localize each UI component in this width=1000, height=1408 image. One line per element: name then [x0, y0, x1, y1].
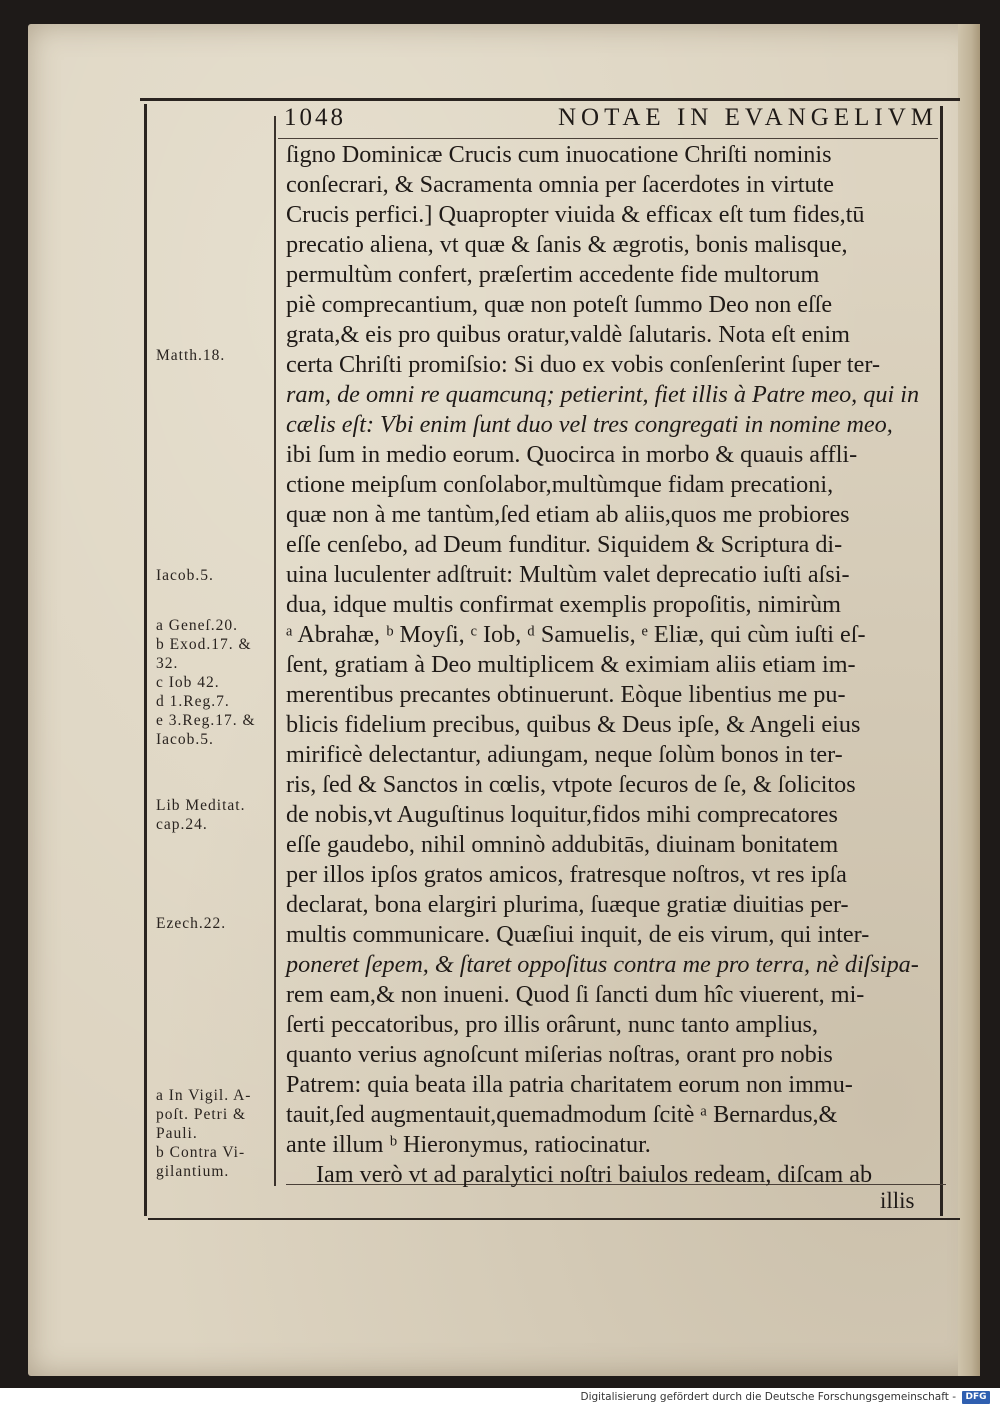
marginal-note-line: a In Vigil. A-: [156, 1087, 252, 1104]
marginal-note-line: 32.: [156, 655, 179, 672]
text-line: rem eam,& non inueni. Quod ſi ſancti dum hîc viuerent, mi-: [286, 981, 865, 1008]
marginal-note-line: d 1.Reg.7.: [156, 693, 230, 710]
text-line: ante illum ᵇ Hieronymus, ratiocinatur.: [286, 1131, 651, 1158]
text-line: de nobis,vt Auguſtinus loquitur,fidos mihi comprecatores: [286, 801, 838, 828]
text-line: ris, ſed & Sanctos in cœlis, vtpote ſecuros de ſe, & ſolicitos: [286, 771, 856, 798]
text-line: ſent, gratiam à Deo multiplicem & eximiam aliis etiam im-: [286, 651, 856, 678]
marginal-note-matth: [156, 346, 272, 365]
marginal-note-line: b Exod.17. &: [156, 636, 252, 653]
text-line: cælis eſt: Vbi enim ſunt duo vel tres congregati in nomine meo,: [286, 411, 893, 438]
text-line: declarat, bona elargiri plurima, ſuæque gratiæ diuitias per-: [286, 891, 849, 918]
marginal-note-line: a Geneſ.20.: [156, 617, 239, 634]
text-line: ctione meipſum conſolabor,multùmque fidam precationi,: [286, 471, 834, 498]
text-line: tauit,ſed augmentauit,quemadmodum ſcitè ᵃ Bernardus,&: [286, 1101, 838, 1128]
marginal-note-vigil: [156, 1086, 272, 1181]
text-line: poneret ſepem, & ſtaret oppoſitus contra me pro terra, nè diſsipa-: [286, 951, 919, 978]
text-line: ram, de omni re quamcunq; petierint, fiet illis à Patre meo, qui in: [286, 381, 920, 408]
right-border-line: [940, 106, 943, 1216]
text-line: eſſe gaudebo, nihil omninò addubitās, diuinam bonitatem: [286, 831, 839, 858]
page-number: 1048: [284, 104, 346, 131]
catchword: illis: [880, 1188, 915, 1213]
dfg-logo: DFG: [962, 1391, 990, 1404]
marginal-note-iacob: [156, 566, 272, 585]
running-header: [284, 104, 944, 138]
text-line: certa Chriſti promiſsio: Si duo ex vobis conſenſerint ſuper ter-: [286, 351, 880, 378]
marginal-note-line: Lib Meditat.: [156, 797, 246, 814]
text-line: mirificè delectantur, adiungam, neque ſolùm bonos in ter-: [286, 741, 843, 768]
footer-bar: [0, 1388, 1000, 1408]
text-line: permultùm confert, præſertim accedente fide multorum: [286, 261, 820, 288]
text-line: ſigno Dominicæ Crucis cum inuocatione Chriſti nominis: [286, 141, 832, 168]
text-line: Crucis perfici.] Quapropter viuida & efficax eſt tum fides,tū: [286, 201, 865, 228]
marginal-note-line: Pauli.: [156, 1125, 198, 1142]
text-line: quæ non à me tantùm,ſed etiam ab aliis,quos me probiores: [286, 501, 850, 528]
text-line: precatio aliena, vt quæ & ſanis & ægrotis, bonis malisque,: [286, 231, 848, 258]
text-line: ibi ſum in medio eorum. Quocirca in morbo & quauis affli-: [286, 441, 858, 468]
page-edge: [958, 24, 980, 1376]
text-line: uina luculenter adſtruit: Multùm valet deprecatio iuſti aſsi-: [286, 561, 850, 588]
marginal-note-refs: [156, 616, 272, 749]
running-title: NOTAE IN EVANGELIVM: [558, 104, 938, 131]
text-line: per illos ipſos gratos amicos, fratresque noſtros, vt res ipſa: [286, 861, 847, 888]
text-line: quanto verius agnoſcunt miſerias noſtras, orant pro nobis: [286, 1041, 833, 1068]
marginal-note-lib: [156, 796, 272, 834]
text-line: multis communicare. Quæſiui inquit, de eis virum, qui inter-: [286, 921, 870, 948]
marginal-note-line: e 3.Reg.17. &: [156, 712, 256, 729]
left-border-line: [144, 104, 147, 1216]
book-page: [28, 24, 980, 1376]
text-line: conſecrari, & Sacramenta omnia per ſacerdotes in virtute: [286, 171, 835, 198]
marginal-note-line: b Contra Vi-: [156, 1144, 246, 1161]
marginal-note-line: poſt. Petri &: [156, 1106, 247, 1123]
marginal-note-line: Matth.18.: [156, 347, 226, 364]
margin-divider-line: [274, 116, 276, 1186]
header-rule: [140, 98, 960, 101]
marginal-note-line: Ezech.22.: [156, 915, 227, 932]
text-line: grata,& eis pro quibus oratur,valdè ſalutaris. Nota eſt enim: [286, 321, 850, 348]
text-line: ᵃ Abrahæ, ᵇ Moyſi, ᶜ Iob, ᵈ Samuelis, ᵉ Eliæ, qui cùm iuſti eſ-: [286, 621, 866, 648]
text-line: eſſe cenſebo, ad Deum funditur. Siquidem & Scriptura di-: [286, 531, 843, 558]
marginal-note-line: c Iob 42.: [156, 674, 220, 691]
main-text-column: [286, 140, 934, 1190]
text-line: piè comprecantium, quæ non poteſt ſummo Deo non eſſe: [286, 291, 833, 318]
marginal-note-line: gilantium.: [156, 1163, 230, 1180]
text-line: ſerti peccatoribus, pro illis orârunt, nunc tanto amplius,: [286, 1011, 818, 1038]
text-line: merentibus precantes obtinuerunt. Eòque libentius me pu-: [286, 681, 846, 708]
text-line: Iam verò vt ad paralytici noſtri baiulos redeam, diſcam ab: [316, 1161, 873, 1188]
text-line: blicis fidelium precibus, quibus & Deus ipſe, & Angeli eius: [286, 711, 861, 738]
text-line: dua, idque multis confirmat exemplis propoſitis, nimirùm: [286, 591, 841, 618]
marginal-note-line: Iacob.5.: [156, 731, 214, 748]
text-line: Patrem: quia beata illa patria charitatem eorum non immu-: [286, 1071, 853, 1098]
marginal-note-line: cap.24.: [156, 816, 208, 833]
header-underline: [278, 138, 938, 139]
footer-rule: [148, 1218, 960, 1220]
marginal-note-line: Iacob.5.: [156, 567, 214, 584]
funding-credit: Digitalisierung gefördert durch die Deutsche Forschungsgemeinschaft -: [580, 1391, 956, 1403]
marginal-note-ezech: [156, 914, 272, 933]
